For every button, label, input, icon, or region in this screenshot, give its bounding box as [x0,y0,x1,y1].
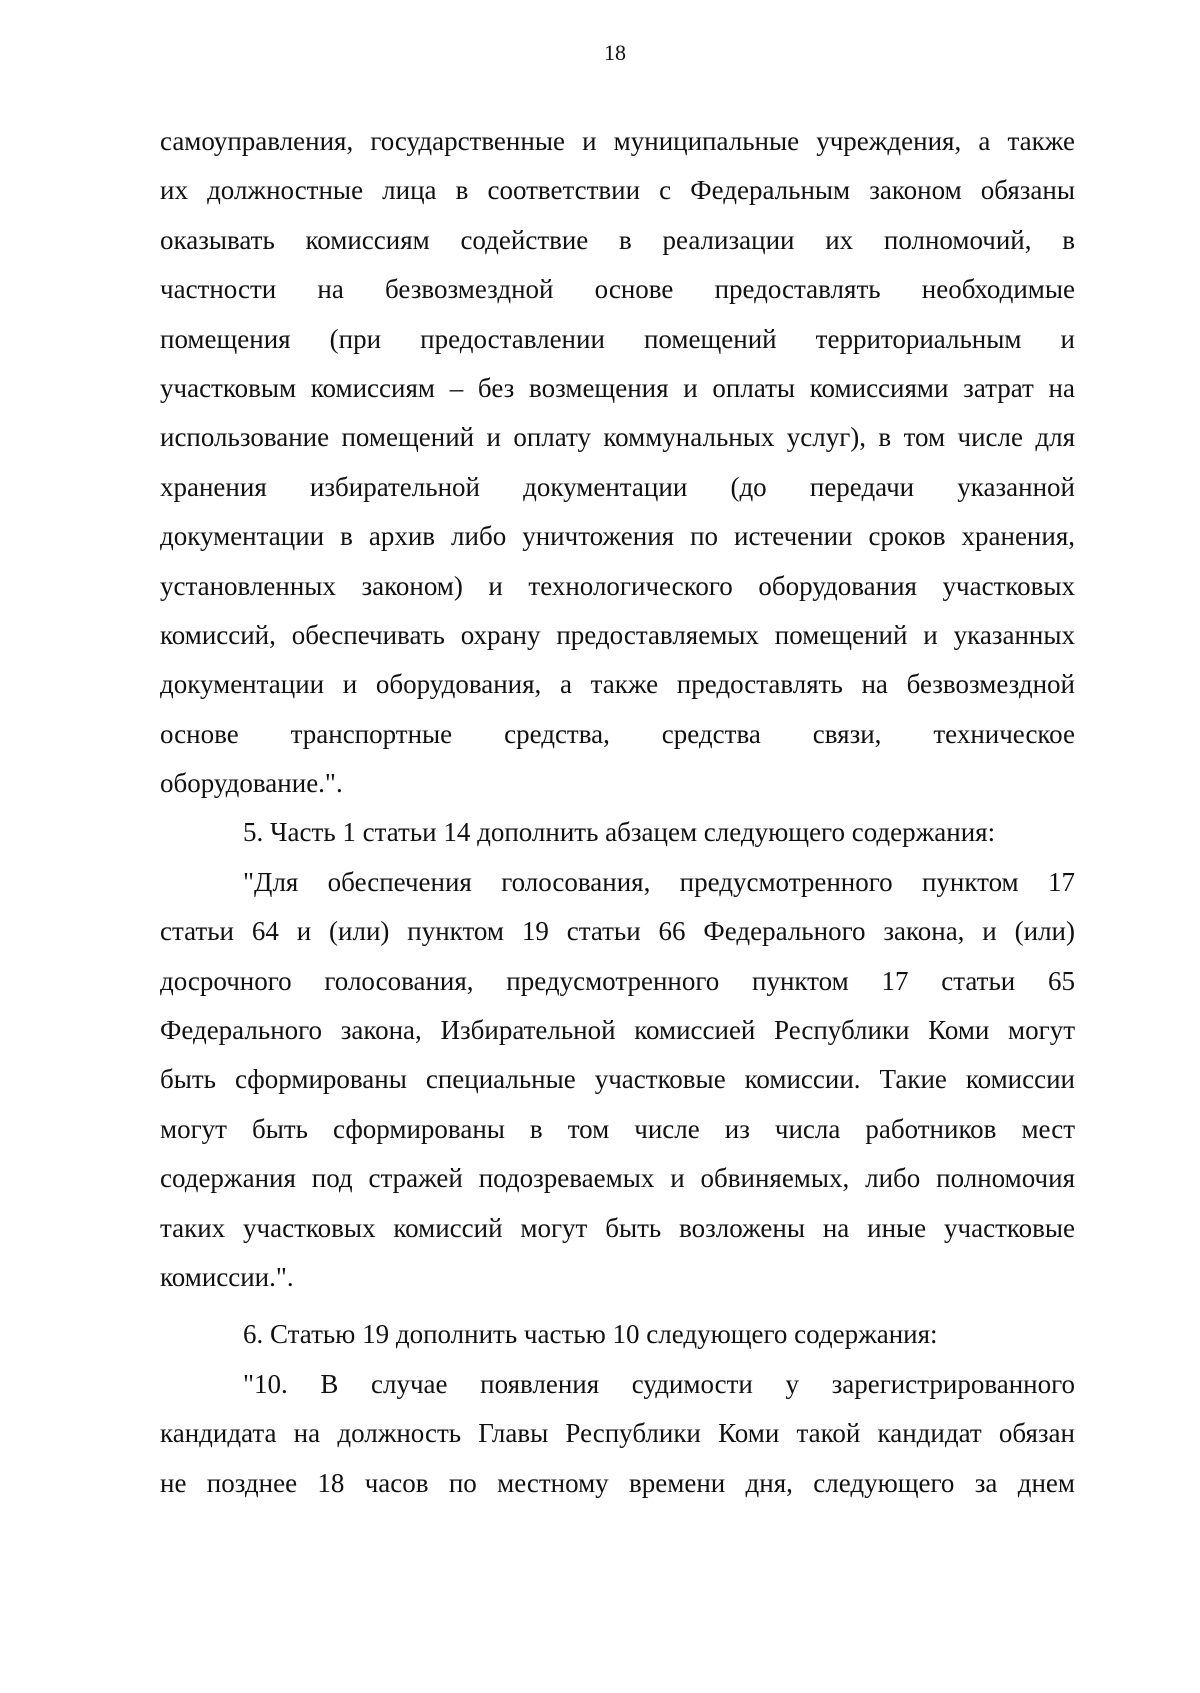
text-line: быть сформированы специальные участковые комиссии. Такие комиссии [160,1064,1075,1095]
text-line: участковым комиссиям – без возмещения и оплаты комиссиями затрат на [160,372,1075,403]
text-line: основе транспортные средства, средства связи, техническое [160,718,1075,749]
text-line: кандидата на должность Главы Республики Коми такой кандидат обязан [160,1418,1075,1449]
quoted-paragraph-start: "10. В случае появления судимости у зарегистрированного [243,1368,1075,1399]
text-line: самоуправления, государственные и муниципальные учреждения, а также [160,126,1075,156]
document-body [160,117,1075,1508]
text-line: таких участковых комиссий могут быть возложены на иные участковые [160,1212,1075,1243]
text-line: помещения (при предоставлении помещений территориальным и [160,323,1075,354]
text-line-paragraph-end: оборудование.". [160,768,343,799]
text-line: их должностные лица в соответствии с Федеральным законом обязаны [160,175,1075,206]
text-line: досрочного голосования, предусмотренного пунктом 17 статьи 65 [160,965,1075,996]
text-line: не позднее 18 часов по местному времени дня, следующего за днем [160,1467,1075,1498]
text-line: установленных законом) и технологического оборудования участковых [160,570,1075,601]
text-line: использование помещений и оплату коммунальных услуг), в том числе для [160,422,1075,453]
text-line: оказывать комиссиям содействие в реализации их полномочий, в [160,224,1075,255]
text-line: комиссий, обеспечивать охрану предоставляемых помещений и указанных [160,619,1075,650]
paragraph-item-6: 6. Статью 19 дополнить частью 10 следующего содержания: [243,1319,938,1350]
text-line: документации в архив либо уничтожения по истечении сроков хранения, [160,521,1075,552]
text-line: хранения избирательной документации (до передачи указанной [160,471,1075,502]
text-line: частности на безвозмездной основе предоставлять необходимые [160,274,1075,305]
text-line-paragraph-end: комиссии.". [160,1261,294,1292]
paragraph-spacing [160,1302,1075,1310]
paragraph-item-5: 5. Часть 1 статьи 14 дополнить абзацем следующего содержания: [243,817,996,848]
page-number: 18 [604,40,626,65]
text-line: Федерального закона, Избирательной комиссией Республики Коми могут [160,1015,1075,1046]
text-line: статьи 64 и (или) пунктом 19 статьи 66 Федерального закона, и (или) [160,916,1075,947]
text-line: содержания под стражей подозреваемых и обвиняемых, либо полномочия [160,1163,1075,1194]
text-line: документации и оборудования, а также предоставлять на безвозмездной [160,669,1075,700]
text-line: могут быть сформированы в том числе из числа работников мест [160,1113,1075,1144]
quoted-paragraph-start: "Для обеспечения голосования, предусмотренного пунктом 17 [243,866,1075,897]
